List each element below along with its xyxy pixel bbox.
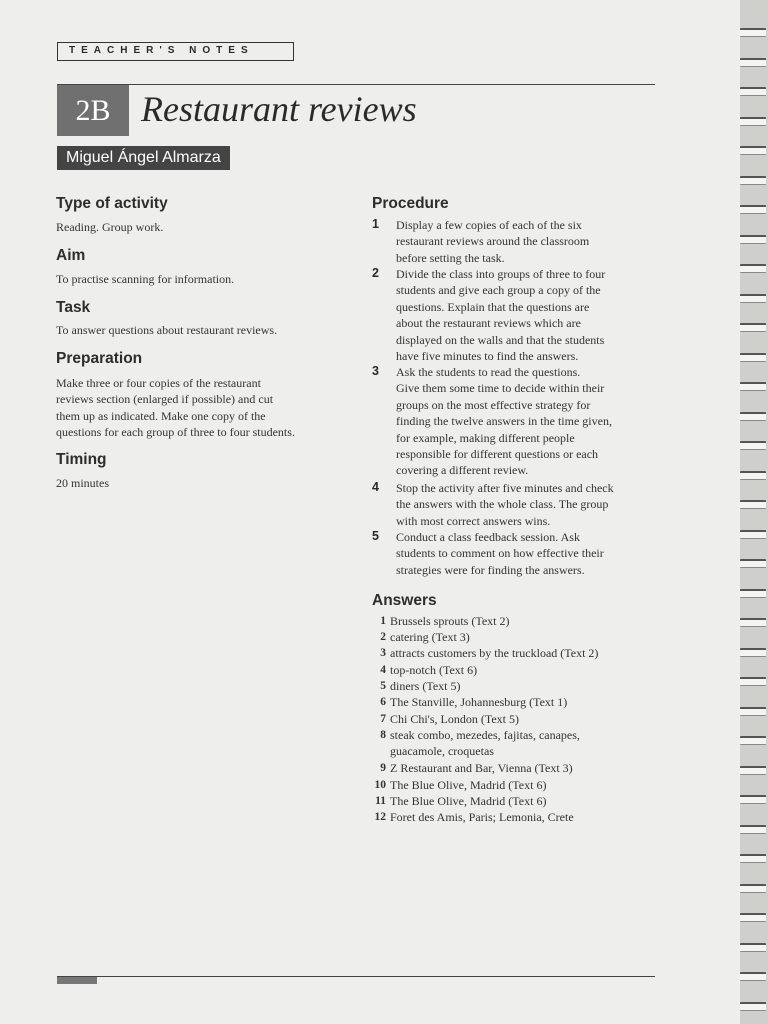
- answer-number: 7: [380, 713, 386, 725]
- binding-ring: [740, 235, 766, 244]
- answer-number: 11: [375, 795, 386, 807]
- preparation-line: questions for each group of three to four students.: [56, 424, 295, 439]
- answer-number: 9: [380, 762, 386, 774]
- step-line: responsible for different questions or each: [396, 447, 599, 462]
- preparation-line: Make three or four copies of the restaurant: [56, 376, 261, 390]
- answer-item: [372, 727, 642, 760]
- aim-heading: Aim: [56, 247, 86, 264]
- binding-ring: [740, 766, 766, 775]
- binding-ring: [740, 677, 766, 686]
- answer-item: [372, 809, 642, 825]
- answer-line: guacamole, croquetas: [390, 744, 494, 759]
- answer-item: [372, 629, 642, 645]
- answer-line: attracts customers by the truckload (Text 2): [390, 646, 599, 660]
- binding-ring: [740, 58, 766, 67]
- spiral-binding: [740, 0, 768, 1024]
- binding-ring: [740, 1002, 766, 1011]
- answer-line: Foret des Amis, Paris; Lemonia, Crete: [390, 810, 574, 824]
- step-line: Ask the students to read the questions.: [396, 365, 581, 379]
- aim-text: To practise scanning for information.: [56, 272, 235, 286]
- step-line: Display a few copies of each of the six: [396, 218, 582, 232]
- answer-item: [372, 645, 642, 661]
- binding-ring: [740, 913, 766, 922]
- binding-ring: [740, 854, 766, 863]
- answer-item: [372, 613, 642, 629]
- step-line: before setting the task.: [396, 250, 505, 265]
- binding-ring: [740, 736, 766, 745]
- footer-tab-mark: [57, 977, 97, 984]
- answer-line: diners (Text 5): [390, 679, 461, 693]
- answer-line: The Blue Olive, Madrid (Text 6): [390, 794, 547, 808]
- step-line: Stop the activity after five minutes and check: [396, 481, 614, 495]
- preparation-text: [56, 375, 356, 440]
- step-line: covering a different review.: [396, 463, 529, 478]
- step-line: Give them some time to decide within their: [396, 381, 605, 396]
- preparation-line: reviews section (enlarged if possible) and cut: [56, 392, 274, 407]
- answer-item: [372, 793, 642, 809]
- page-title: Restaurant reviews: [141, 89, 417, 129]
- teachers-notes-label: TEACHER'S NOTES: [57, 42, 294, 61]
- answer-item: [372, 662, 642, 678]
- answer-number: 2: [380, 631, 386, 643]
- answer-line: The Blue Olive, Madrid (Text 6): [390, 778, 547, 792]
- preparation-heading: Preparation: [56, 350, 143, 367]
- answer-number: 1: [380, 615, 386, 627]
- step-line: with most correct answers wins.: [396, 513, 551, 528]
- answer-line: top-notch (Text 6): [390, 663, 478, 677]
- answer-number: 10: [374, 779, 386, 791]
- answer-item: [372, 694, 642, 710]
- binding-ring: [740, 353, 766, 362]
- answer-number: 5: [380, 680, 386, 692]
- timing-heading: Timing: [56, 451, 107, 468]
- answer-line: steak combo, mezedes, fajitas, canapes,: [390, 728, 580, 742]
- procedure-step: [372, 364, 662, 479]
- binding-ring: [740, 884, 766, 893]
- answer-line: Z Restaurant and Bar, Vienna (Text 3): [390, 761, 573, 775]
- unit-code-badge: 2B: [57, 85, 129, 136]
- step-line: restaurant reviews around the classroom: [396, 234, 590, 249]
- binding-ring: [740, 795, 766, 804]
- answer-item: [372, 711, 642, 727]
- procedure-step: [372, 217, 662, 266]
- answer-line: Brussels sprouts (Text 2): [390, 614, 510, 628]
- binding-ring: [740, 559, 766, 568]
- task-text: To answer questions about restaurant reviews.: [56, 323, 278, 337]
- type-of-activity-heading: Type of activity: [56, 195, 168, 212]
- step-line: about the restaurant reviews which are: [396, 316, 581, 331]
- binding-ring: [740, 441, 766, 450]
- binding-ring: [740, 589, 766, 598]
- binding-ring: [740, 648, 766, 657]
- step-line: displayed on the walls and that the students: [396, 332, 605, 347]
- step-line: have five minutes to find the answers.: [396, 349, 579, 364]
- binding-ring: [740, 205, 766, 214]
- preparation-line: them up as indicated. Make one copy of the: [56, 408, 266, 423]
- procedure-step: [372, 266, 662, 364]
- answer-number: 3: [380, 647, 386, 659]
- binding-ring: [740, 825, 766, 834]
- step-line: Conduct a class feedback session. Ask: [396, 530, 580, 544]
- binding-ring: [740, 500, 766, 509]
- binding-ring: [740, 471, 766, 480]
- binding-ring: [740, 28, 766, 37]
- binding-ring: [740, 323, 766, 332]
- answer-number: 8: [380, 729, 386, 741]
- binding-ring: [740, 412, 766, 421]
- answer-line: catering (Text 3): [390, 630, 470, 644]
- binding-ring: [740, 176, 766, 185]
- binding-ring: [740, 382, 766, 391]
- step-line: students and give each group a copy of the: [396, 283, 601, 298]
- step-line: groups on the most effective strategy for: [396, 397, 591, 412]
- step-line: finding the twelve answers in the time given,: [396, 414, 612, 429]
- step-number: 4: [372, 480, 379, 494]
- step-line: strategies were for finding the answers.: [396, 562, 585, 577]
- task-heading: Task: [56, 299, 91, 316]
- answer-number: 6: [380, 696, 386, 708]
- answer-number: 12: [374, 811, 386, 823]
- timing-text: 20 minutes: [56, 476, 109, 490]
- answer-item: [372, 777, 642, 793]
- binding-ring: [740, 87, 766, 96]
- answer-item: [372, 760, 642, 776]
- answer-number: 4: [380, 664, 386, 676]
- binding-ring: [740, 117, 766, 126]
- step-number: 1: [372, 217, 379, 231]
- step-number: 5: [372, 529, 379, 543]
- answer-line: The Stanville, Johannesburg (Text 1): [390, 695, 568, 709]
- binding-ring: [740, 530, 766, 539]
- binding-ring: [740, 707, 766, 716]
- step-line: for example, making different people: [396, 430, 575, 445]
- binding-ring: [740, 294, 766, 303]
- binding-ring: [740, 972, 766, 981]
- binding-ring: [740, 146, 766, 155]
- answer-line: Chi Chi's, London (Text 5): [390, 712, 519, 726]
- author-banner: Miguel Ángel Almarza: [57, 146, 230, 170]
- top-rule: [57, 84, 655, 85]
- step-line: questions. Explain that the questions are: [396, 299, 590, 314]
- binding-ring: [740, 264, 766, 273]
- type-of-activity-text: Reading. Group work.: [56, 220, 164, 234]
- answer-item: [372, 678, 642, 694]
- answers-heading: Answers: [372, 592, 437, 609]
- bottom-rule: [57, 976, 655, 977]
- procedure-step: [372, 529, 662, 578]
- step-line: Divide the class into groups of three to four: [396, 267, 606, 281]
- procedure-step: [372, 480, 662, 529]
- step-number: 3: [372, 364, 379, 378]
- step-line: students to comment on how effective their: [396, 546, 604, 561]
- step-number: 2: [372, 266, 379, 280]
- binding-ring: [740, 618, 766, 627]
- binding-ring: [740, 943, 766, 952]
- procedure-heading: Procedure: [372, 195, 449, 212]
- step-line: the answers with the whole class. The group: [396, 497, 609, 512]
